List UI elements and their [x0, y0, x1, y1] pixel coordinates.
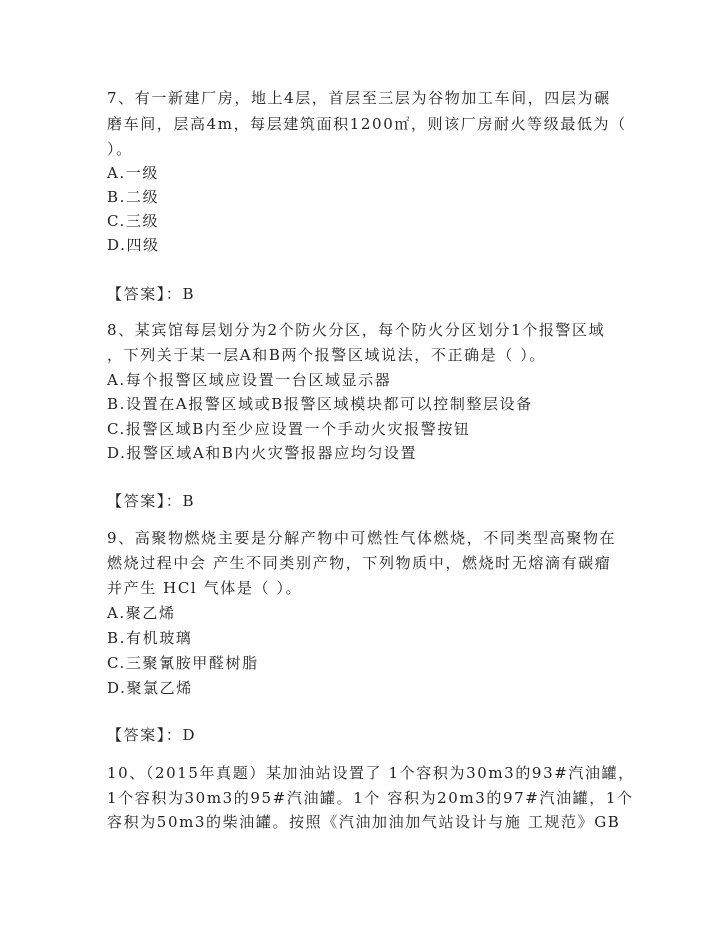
q9-option-b: B.有机玻璃: [107, 629, 193, 647]
q10-stem-line-3: 容积为50m3的柴油罐。按照《汽油加油加气站设计与施 工规范》GB: [107, 813, 621, 831]
q7-option-b: B.二级: [107, 188, 160, 206]
q9-option-c: C.三聚氰胺甲醛树脂: [107, 654, 259, 672]
q9-stem-line-2: 燃烧过程中会 产生不同类别产物，下列物质中，燃烧时无熔滴有碳瘤: [107, 554, 612, 572]
q8-answer: 【答案】：B: [107, 492, 196, 510]
q9-option-d: D.聚氯乙烯: [107, 679, 193, 697]
q8-option-d: D.报警区域A和B内火灾警报器应均匀设置: [107, 444, 418, 462]
q9-stem-line-3: 并产生 HCl 气体是（ ）。: [107, 579, 303, 597]
q7-option-d: D.四级: [107, 236, 160, 254]
q8-stem-line-2: ，下列关于某一层A和B两个报警区域说法，不正确是（ ）。: [107, 346, 546, 364]
q9-answer: 【答案】：D: [107, 726, 197, 744]
q10-stem-line-2: 1个容积为30m3的95#汽油罐。1个 容积为20m3的97#汽油罐，1个: [107, 789, 634, 807]
q7-option-c: C.三级: [107, 212, 160, 230]
q8-option-b: B.设置在A报警区域或B报警区域模块都可以控制整层设备: [107, 395, 533, 413]
q7-answer: 【答案】：B: [107, 285, 196, 303]
q7-stem-line-2: 磨车间，层高4m，每层建筑面积1200㎡，则该厂房耐火等级最低为（: [107, 115, 627, 133]
q7-stem-line-1: 7、有一新建厂房，地上4层，首层至三层为谷物加工车间，四层为碾: [107, 89, 611, 107]
q9-stem-line-1: 9、高聚物燃烧主要是分解产物中可燃性气体燃烧，不同类型高聚物在: [107, 529, 617, 547]
q7-option-a: A.一级: [107, 164, 160, 182]
q10-stem-line-1: 10、（2015年真题）某加油站设置了 1个容积为30m3的93#汽油罐，: [107, 764, 635, 782]
q8-option-a: A.每个报警区域应设置一台区域显示器: [107, 371, 392, 389]
q8-stem-line-1: 8、某宾馆每层划分为2个防火分区，每个防火分区划分1个报警区域: [107, 321, 606, 339]
q9-option-a: A.聚乙烯: [107, 604, 176, 622]
q7-stem-line-3: ）。: [107, 140, 133, 158]
q8-option-c: C.报警区域B内至少应设置一个手动火灾报警按钮: [107, 420, 471, 438]
